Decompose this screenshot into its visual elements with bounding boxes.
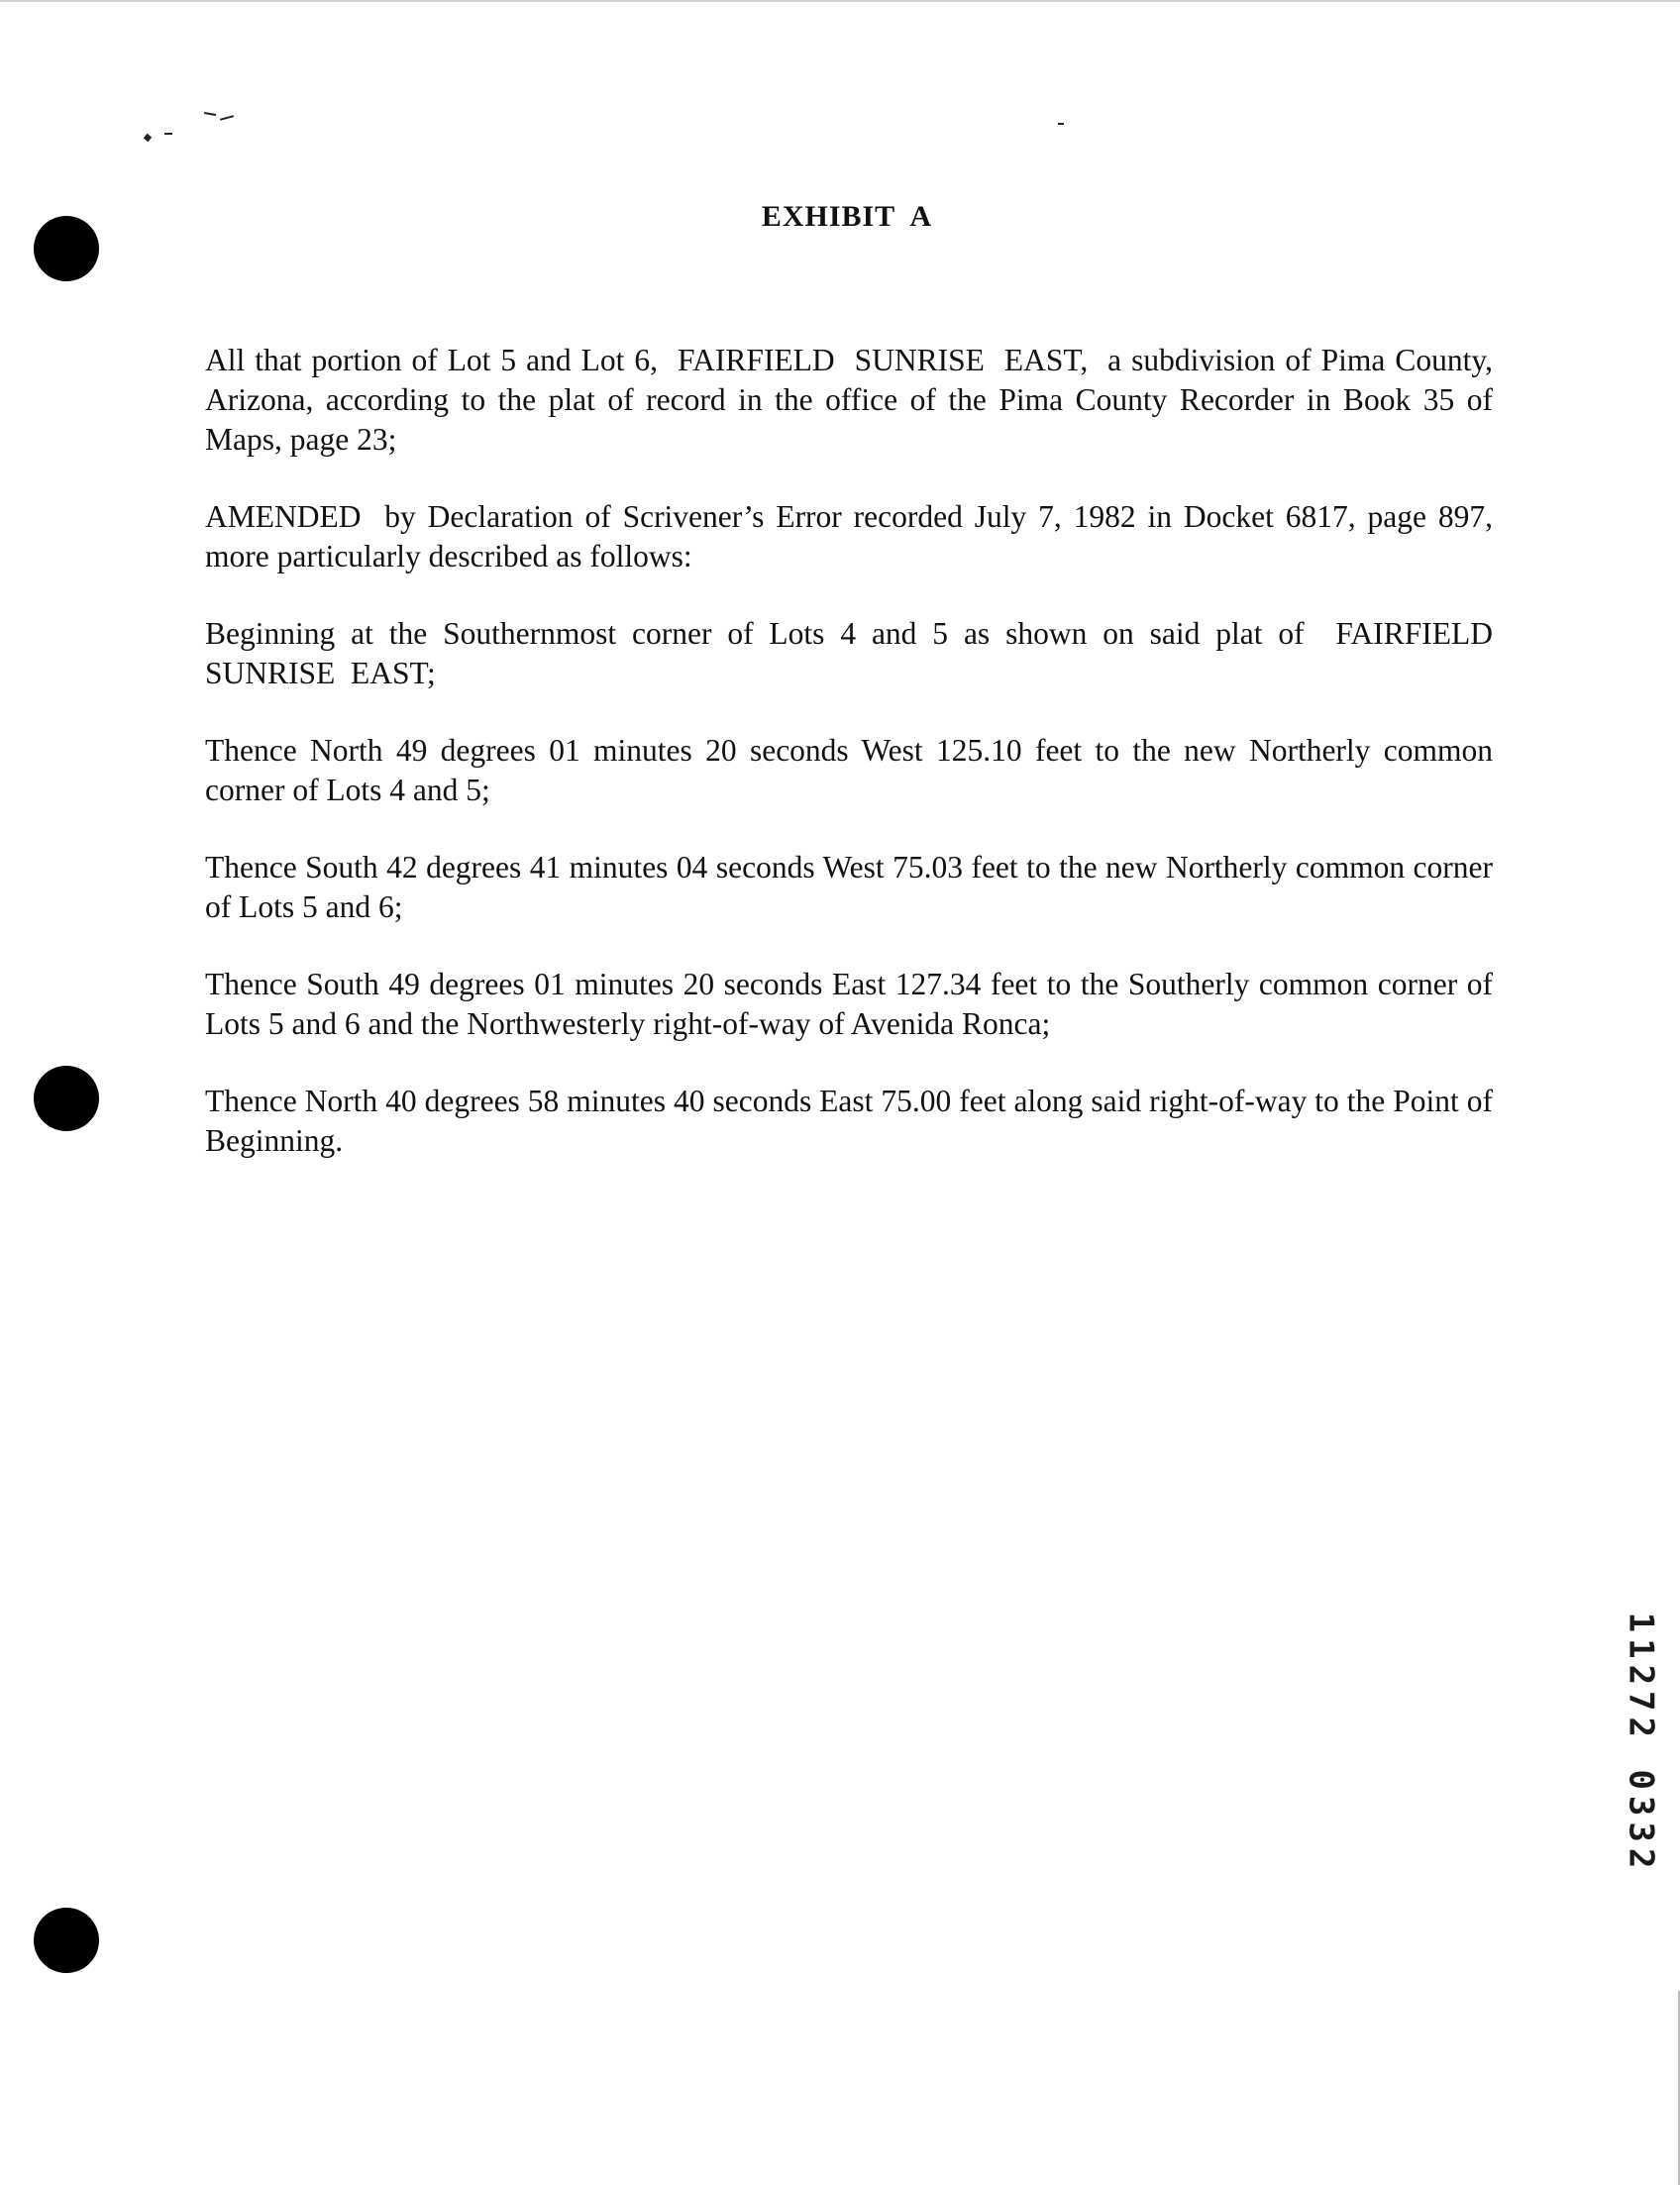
scan-speck bbox=[144, 134, 152, 142]
punch-hole-bottom bbox=[34, 1908, 99, 1973]
page-top-edge bbox=[0, 0, 1680, 2]
paragraph-course-1: Thence North 49 degrees 01 minutes 20 seconds West 125.10 feet to the new Northerly common corner of Lots 4 and 5; bbox=[205, 733, 1501, 807]
document-title: EXHIBIT A bbox=[761, 200, 933, 233]
paragraph-course-2: Thence South 42 degrees 41 minutes 04 seconds West 75.03 feet to the new Northerly common corner of Lots 5 and 6; bbox=[205, 850, 1501, 924]
paragraph-lot-description: All that portion of Lot 5 and Lot 6, FAIRFIELD SUNRISE EAST, a subdivision of Pima County, Arizona, according to the plat of record in the office of the Pima County Recorder in Book 35 of Maps, page 23; bbox=[205, 343, 1501, 457]
paragraph-amendment: AMENDED by Declaration of Scrivener’s Error recorded July 7, 1982 in Docket 6817, page 897, more particularly described as follows: bbox=[205, 499, 1501, 573]
paragraph-course-4: Thence North 40 degrees 58 minutes 40 seconds East 75.00 feet along said right-of-way to the Point of Beginning. bbox=[205, 1084, 1501, 1158]
scan-speck bbox=[164, 133, 172, 135]
paragraph-beginning: Beginning at the Southernmost corner of Lots 4 and 5 as shown on said plat of FAIRFIELD SUNRISE EAST; bbox=[205, 616, 1501, 690]
punch-hole-middle bbox=[34, 1066, 99, 1131]
recording-stamp-number: 11272 0332 bbox=[1621, 1612, 1661, 1875]
paragraph-course-3: Thence South 49 degrees 01 minutes 20 seconds East 127.34 feet to the Southerly common corner of Lots 5 and 6 and the Northwesterly right-of-way of Avenida Ronca; bbox=[205, 967, 1501, 1041]
scan-speck bbox=[220, 115, 234, 121]
scan-speck bbox=[204, 112, 216, 116]
recording-stamp bbox=[1621, 1567, 1660, 1920]
legal-description bbox=[205, 341, 1501, 1198]
scan-speck bbox=[1058, 123, 1064, 125]
